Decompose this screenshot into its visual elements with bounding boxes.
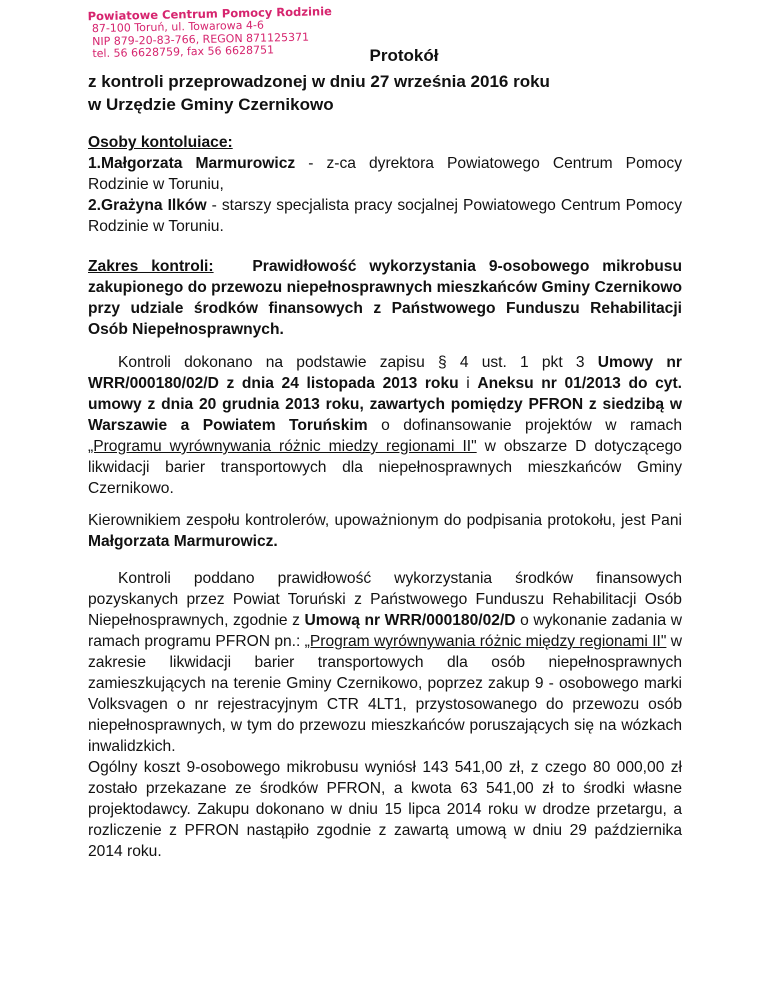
basis-text-4: w obszarze D dotyczącego likwidacji barier transportowych dla niepełnosprawnych mieszkańców Gminy Czernikowo. (88, 438, 682, 497)
document-subtitle (88, 70, 682, 116)
basis-text-1: Kontroli dokonano na podstawie zapisu § 4 ust. 1 pkt 3 (118, 354, 598, 371)
basis-program-name: „Programu wyrównywania różnic miedzy regionami II" (88, 438, 477, 455)
findings-agreement: Umową nr WRR/000180/02/D (304, 612, 516, 629)
inspector-2-role: - starszy specjalista pracy socjalnej Powiatowego Centrum Pomocy Rodzinie w Toruniu. (88, 197, 682, 235)
basis-agreement: Umowy nr WRR/000180/02/D z dnia 24 listopada 2013 roku (88, 354, 682, 392)
basis-annex: Aneksu nr 01/2013 do cyt. umowy z dnia 20 grudnia 2013 roku, zawartych pomiędzy PFRON z siedzibą w Warszawie a Powiatem Toruńskim (88, 375, 682, 434)
inspectors-section (88, 132, 682, 237)
inspector-2 (88, 195, 682, 237)
findings-paragraph (88, 568, 682, 862)
inspector-1-number: 1. (88, 155, 102, 172)
inspector-1 (88, 153, 682, 195)
leader-text: Kierownikiem zespołu kontrolerów, upoważnionym do podpisania protokołu, jest Pani (88, 512, 682, 529)
basis-text-3: o dofinansowanie projektów w ramach (367, 417, 682, 434)
scope-section (88, 256, 682, 340)
findings-text-1: Kontroli poddano prawidłowość wykorzystania środków finansowych pozyskanych przez Powiat Toruński z Państwowego Funduszu Rehabilitacji Osób Niepełnosprawnych, zgodnie z (88, 570, 682, 629)
inspector-2-number: 2. (88, 197, 102, 214)
basis-text-2: i (458, 375, 478, 392)
subtitle-line-2: w Urzędzie Gminy Czernikowo (88, 95, 334, 114)
inspector-2-name: Grażyna Ilków (101, 197, 207, 214)
scope-label: Zakres kontroli: (88, 258, 214, 275)
findings-program-name: „Program wyrównywania różnic między regionami II" (304, 633, 667, 650)
basis-paragraph (88, 352, 682, 499)
stamp-line-nip: NIP 879-20-83-766, REGON 871125371 (92, 30, 310, 48)
document-title: Protokół (369, 46, 439, 65)
findings-text-2: o wykonanie zadania w ramach programu PFRON pn.: (88, 612, 682, 650)
findings-cost: Ogólny koszt 9-osobowego mikrobusu wyniósł 143 541,00 zł, z czego 80 000,00 zł zostało przekazane ze środków PFRON, a kwota 63 541,00 zł to środki własne projektodawcy. Zakupu dokonano w dniu 15 lipca 2014 roku w drodze przetargu, a rozliczenie z PFRON nastąpiło zgodnie z zawartą umową w dniu 29 października 2014 roku. (88, 759, 682, 860)
leader-name: Małgorzata Marmurowicz. (88, 533, 278, 550)
subtitle-line-1: z kontroli przeprowadzonej w dniu 27 września 2016 roku (88, 72, 550, 91)
scope-text: Prawidłowość wykorzystania 9-osobowego mikrobusu zakupionego do przewozu niepełnosprawnych mieszkańców Gminy Czernikowo przy udziale środków finansowych z Państwowego Funduszu Rehabilitacji Osób Niepełnosprawnych. (88, 258, 683, 338)
findings-text-3: w zakresie likwidacji barier transportowych dla osób niepełnosprawnych zamieszkujących na terenie Gminy Czernikowo, poprzez zakup 9 - osobowego marki Volksvagen o nr rejestracyjnym CTR 4LT1, przystosowanego do przewozu osób niepełnosprawnych, w tym do przewozu mieszkańców poruszających się na wózkach inwalidzkich. (88, 633, 683, 755)
inspector-1-name: Małgorzata Marmurowicz (101, 155, 296, 172)
stamp-line-name: Powiatowe Centrum Pomocy Rodzinie (87, 4, 333, 24)
stamp-line-address: 87-100 Toruń, ul. Towarowa 4-6 (91, 18, 265, 35)
inspectors-heading: Osoby kontoluiace: (88, 134, 233, 151)
leader-paragraph (88, 510, 682, 552)
stamp-line-phone: tel. 56 6628759, fax 56 6628751 (92, 43, 275, 61)
inspector-1-role: - z-ca dyrektora Powiatowego Centrum Pomocy Rodzinie w Toruniu, (88, 155, 682, 193)
